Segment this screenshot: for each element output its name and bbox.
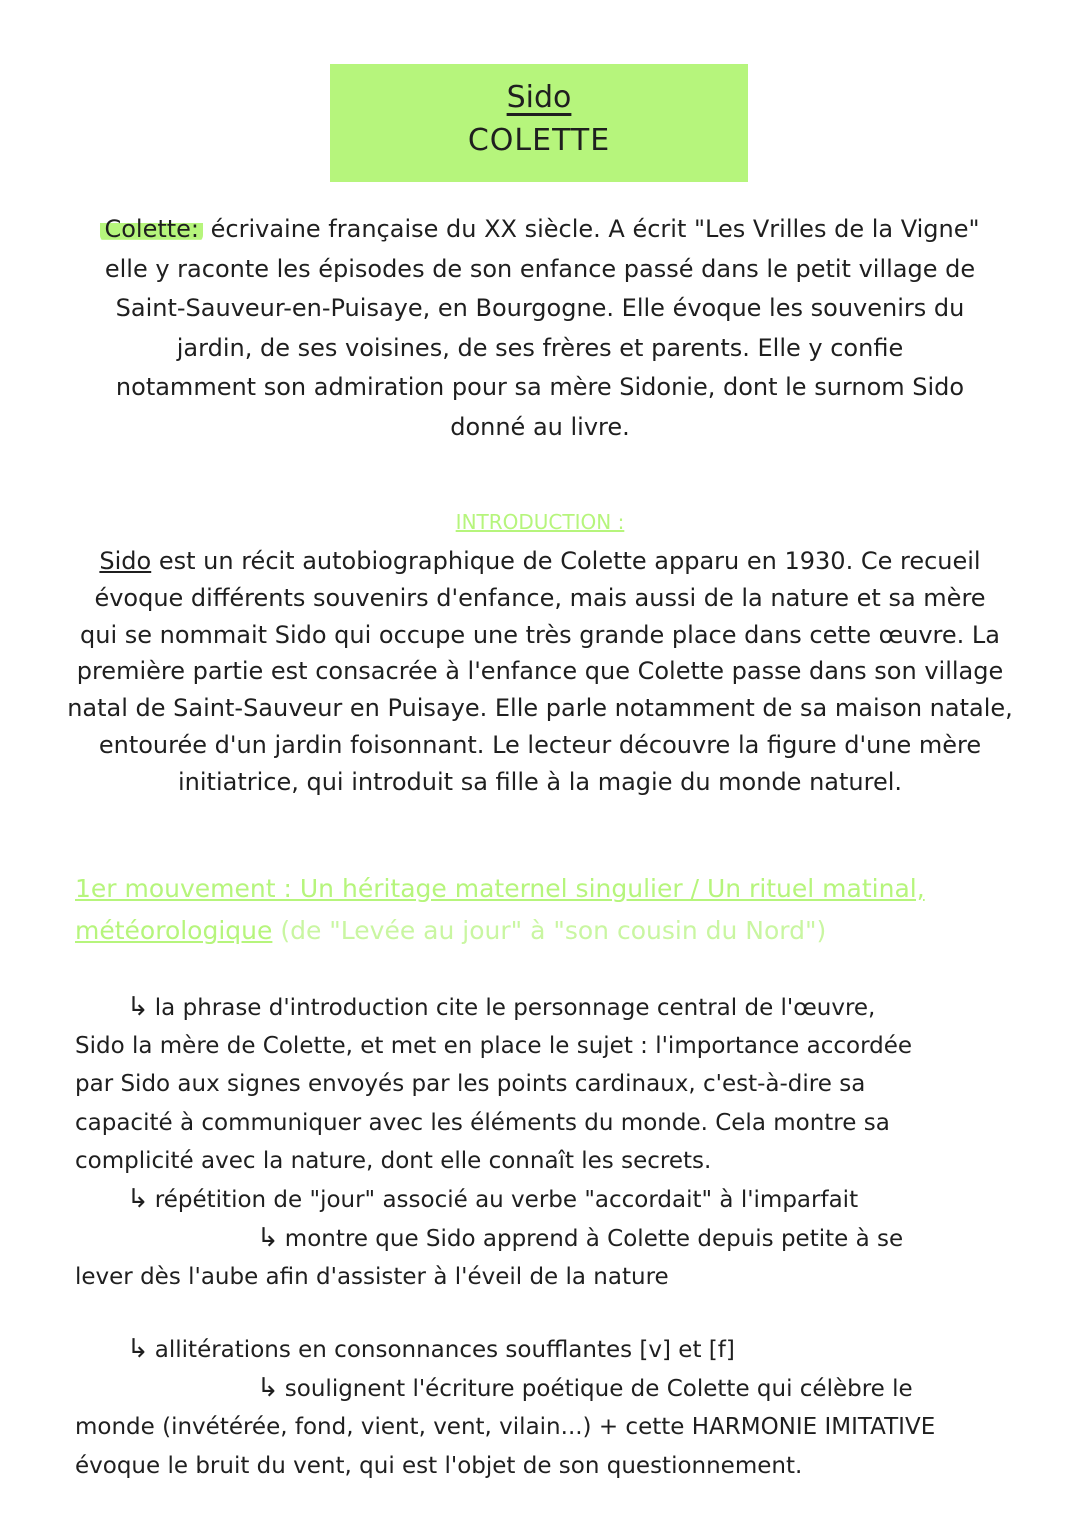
analysis-line: lever dès l'aube afin d'assister à l'éveil de la nature bbox=[75, 1264, 669, 1291]
bio-line: donné au livre. bbox=[450, 412, 630, 441]
bio-line: elle y raconte les épisodes de son enfance passé dans le petit village de bbox=[104, 254, 976, 283]
analysis-line: Sido la mère de Colette, et met en place le sujet : l'importance accordée bbox=[75, 1033, 913, 1060]
bio-line: Colette: écrivaine française du XX siècle. A écrit "Les Vrilles de la Vigne" bbox=[60, 210, 1020, 250]
intro-line: entourée d'un jardin foisonnant. Le lecteur découvre la figure d'une mère bbox=[98, 730, 982, 759]
arrow-icon: ↳ bbox=[257, 1223, 279, 1254]
movement-heading-line1: 1er mouvement : Un héritage maternel singulier / Un rituel matinal, bbox=[75, 874, 925, 903]
book-title: Sido bbox=[506, 80, 572, 115]
bio-line: jardin, de ses voisines, de ses frères et parents. Elle y confie bbox=[176, 333, 904, 362]
analysis-line: ↳ allitérations en consonnances soufflantes [v] et [f] bbox=[127, 1334, 735, 1364]
movement-heading bbox=[75, 868, 1025, 952]
arrow-icon: ↳ bbox=[127, 992, 149, 1022]
intro-line: qui se nommait Sido qui occupe une très grande place dans cette œuvre. La bbox=[80, 620, 1000, 649]
analysis-line: ↳ la phrase d'introduction cite le personnage central de l'œuvre, bbox=[127, 992, 876, 1022]
analysis-block-1 bbox=[75, 988, 1015, 1297]
intro-line: évoque différents souvenirs d'enfance, mais aussi de la nature et sa mère bbox=[94, 583, 986, 612]
title-box bbox=[330, 64, 748, 182]
analysis-line: ↳ montre que Sido apprend à Colette depuis petite à se bbox=[257, 1223, 904, 1254]
arrow-icon: ↳ bbox=[127, 1184, 149, 1215]
intro-paragraph bbox=[58, 543, 1022, 801]
intro-title-word: Sido bbox=[99, 547, 152, 575]
analysis-line: ↳ soulignent l'écriture poétique de Colette qui célèbre le bbox=[257, 1373, 913, 1404]
analysis-line: capacité à communiquer avec les éléments du monde. Cela montre sa bbox=[75, 1109, 890, 1136]
intro-line: première partie est consacrée à l'enfance que Colette passe dans son village bbox=[76, 657, 1004, 686]
arrow-icon: ↳ bbox=[127, 1334, 149, 1364]
movement-heading-line2: météorologique (de "Levée au jour" à "son cousin du Nord") bbox=[75, 916, 827, 945]
analysis-line: monde (invétérée, fond, vient, vent, vilain...) + cette HARMONIE IMITATIVE bbox=[75, 1414, 936, 1441]
bio-highlight: Colette: bbox=[100, 215, 203, 243]
author-name: COLETTE bbox=[467, 123, 611, 158]
intro-line: natal de Saint-Sauveur en Puisaye. Elle parle notamment de sa maison natale, bbox=[67, 694, 1013, 723]
bio-paragraph bbox=[60, 210, 1020, 447]
intro-heading: INTRODUCTION : bbox=[455, 510, 625, 534]
intro-line: Sido est un récit autobiographique de Colette apparu en 1930. Ce recueil bbox=[99, 547, 981, 575]
analysis-line: ↳ répétition de "jour" associé au verbe "accordait" à l'imparfait bbox=[127, 1184, 859, 1215]
analysis-block-2 bbox=[75, 1330, 1015, 1485]
analysis-line: par Sido aux signes envoyés par les points cardinaux, c'est-à-dire sa bbox=[75, 1071, 866, 1098]
intro-line: initiatrice, qui introduit sa fille à la magie du monde naturel. bbox=[177, 767, 903, 796]
analysis-line: complicité avec la nature, dont elle connaît les secrets. bbox=[75, 1147, 712, 1174]
analysis-line: évoque le bruit du vent, qui est l'objet de son questionnement. bbox=[75, 1452, 803, 1479]
bio-line: Saint-Sauveur-en-Puisaye, en Bourgogne. Elle évoque les souvenirs du bbox=[115, 294, 965, 322]
bio-line: notamment son admiration pour sa mère Sidonie, dont le surnom Sido bbox=[115, 373, 965, 401]
arrow-icon: ↳ bbox=[257, 1373, 279, 1404]
